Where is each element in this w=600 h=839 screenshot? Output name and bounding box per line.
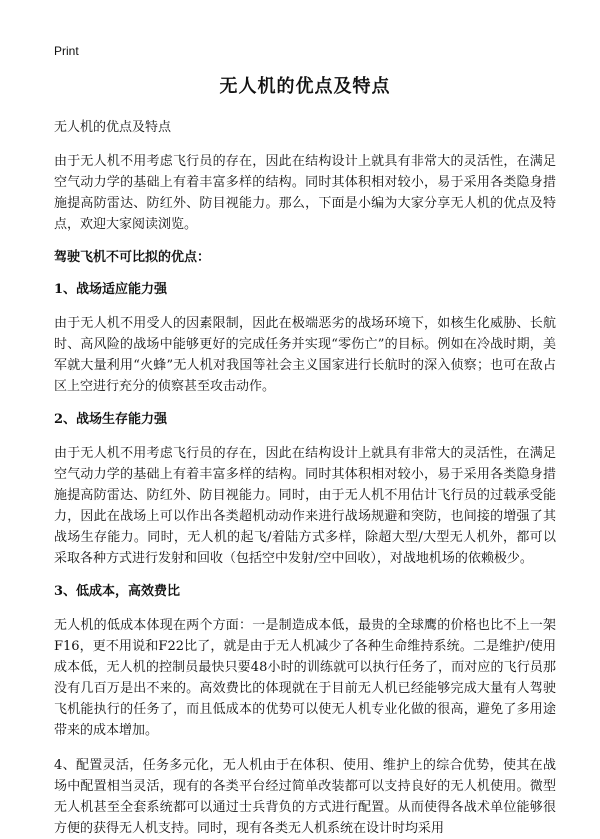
section-1-heading: 1、战场适应能力强 [54,282,168,297]
print-label: Print [54,44,79,58]
document-subtitle: 无人机的优点及特点 [54,120,172,135]
intro-paragraph: 由于无人机不用考虑飞行员的存在，因此在结构设计上就具有非常大的灵活性，在满足空气动力学的基础上有着丰富多样的结构。同时其体积相对较小，易于采用各类隐身措施提高防雷达、防红外、防目视能力。那么，下面是小编为大家分享无人机的优点及特点，欢迎大家阅读浏览。 [54,154,556,232]
advantages-heading: 驾驶飞机不可比拟的优点： [54,250,211,265]
closing-paragraph: 4、配置灵活，任务多元化，无人机由于在体积、使用、维护上的综合优势，使其在战场中配置相当灵活，现有的各类平台经过简单改装都可以支持良好的无人机使用。微型无人机甚至全套系统都可以通过士兵背负的方式进行配置。从而使得各战术单位能够很方便的获得无人机支持。同时，现有各类无人机系统在设计时均采用 [54,758,556,836]
section-3-body: 无人机的低成本体现在两个方面：一是制造成本低，最贵的全球鹰的价格也比不上一架F16，更不用说和F22比了，就是由于无人机减少了各种生命维持系统。二是维护/使用成本低，无人机的控制员最快只要48小时的训练就可以执行任务了，而对应的飞行员那没有几百万是出不来的。高效费比的体现就在于目前无人机已经能够完成大量有人驾驶飞机能执行的任务了，而且低成本的优势可以使无人机专业化做的很高，避免了多用途带来的成本增加。 [54,618,556,738]
section-1-body: 由于无人机不用受人的因素限制，因此在极端恶劣的战场环境下，如核生化威胁、长航时、高风险的战场中能够更好的完成任务并实现“零伤亡”的目标。例如在冷战时期，美军就大量利用“火蜂”无人机对我国等社会主义国家进行长航时的深入侦察；也可在敌占区上空进行充分的侦察甚至攻击动作。 [54,316,556,394]
section-3-heading: 3、低成本，高效费比 [54,584,181,599]
document-title: 无人机的优点及特点 [219,76,391,97]
section-2-body: 由于无人机不用考虑飞行员的存在，因此在结构设计上就具有非常大的灵活性，在满足空气动力学的基础上有着丰富多样的结构。同时其体积相对较小，易于采用各类隐身措施提高防雷达、防红外、防目视能力。同时，由于无人机不用估计飞行员的过载承受能力，因此在战场上可以作出各类超机动动作来进行战场规避和突防，也间接的增强了其战场生存能力。同时，无人机的起飞/着陆方式多样，除超大型/大型无人机外，都可以采取各种方式进行发射和回收（包括空中发射/空中回收），对战地机场的依赖极少。 [54,446,556,566]
section-2-heading: 2、战场生存能力强 [54,412,168,427]
